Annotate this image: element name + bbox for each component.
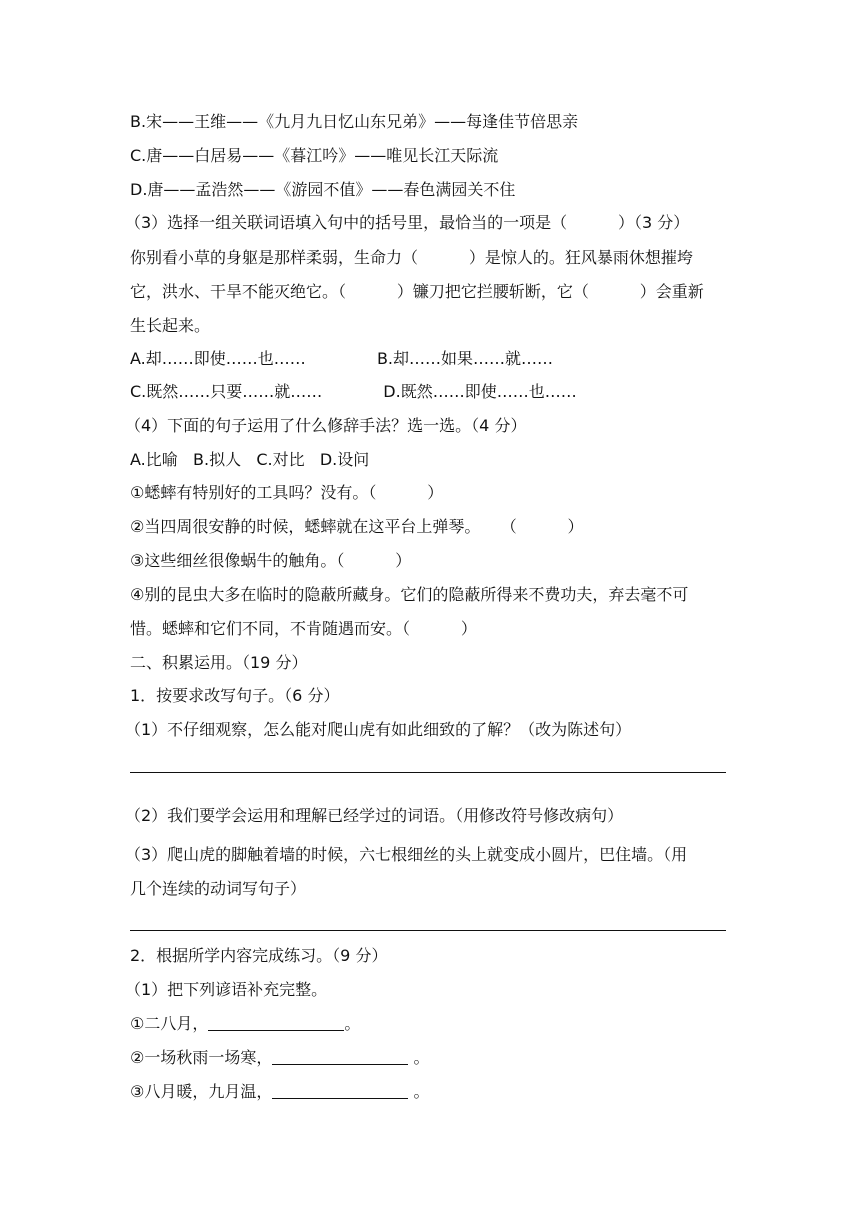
proverb-1-text: ①二八月， [130,1014,209,1033]
task-1-item-1: （1）不仔细观察，怎么能对爬山虎有如此细致的了解？（改为陈述句） [125,720,632,739]
section-2-heading: 二、积累运用。（19 分） [130,653,308,672]
task-1-heading: 1．按要求改写句子。（6 分） [130,686,340,705]
proverb-1 [130,1014,360,1034]
task-2-item-1: （1）把下列谚语补充完整。 [125,980,328,999]
question-4-item-3: ③这些细丝很像蜗牛的触角。（ ） [130,551,412,570]
question-3-text-line-3: 生长起来。 [130,316,211,335]
question-4-item-4-line-1: ④别的昆虫大多在临时的隐蔽所藏身。它们的隐蔽所得来不费功夫，弃去毫不可 [130,585,689,604]
proverb-2-blank[interactable] [272,1048,408,1065]
question-4-item-4-line-2: 惜。蟋蟀和它们不同，不肯随遇而安。（ ） [130,619,477,638]
answer-line-1[interactable] [130,772,726,773]
question-4-options: A.比喻 B.拟人 C.对比 D.设问 [130,450,370,469]
question-3-text-line-2: 它，洪水、干旱不能灭绝它。（ ）镰刀把它拦腰斩断，它（ ）会重新 [130,282,704,301]
proverb-2-end: 。 [408,1048,430,1067]
proverb-3-text: ③八月暖，九月温， [130,1082,273,1101]
question-3-title: （3）选择一组关联词语填入句中的括号里，最恰当的一项是（ ）（3 分） [125,213,690,232]
task-2-heading: 2．根据所学内容完成练习。（9 分） [130,946,388,965]
proverb-3-blank[interactable] [272,1082,408,1099]
answer-line-2[interactable] [130,930,726,931]
proverb-1-end: 。 [344,1014,361,1033]
question-3-options-cd: C.既然……只要……就…… D.既然……即使……也…… [130,382,577,401]
question-3-options-ab: A.却……即使……也…… B.却……如果……就…… [130,349,554,368]
task-1-item-3-line-2: 几个连续的动词写句子） [130,879,307,898]
option-c-poem: C.唐——白居易——《暮江吟》——唯见长江天际流 [130,146,499,165]
proverb-2 [130,1048,429,1068]
proverb-3 [130,1082,429,1102]
task-1-item-2: （2）我们要学会运用和理解已经学过的词语。（用修改符号修改病句） [125,806,624,825]
question-3-text-line-1: 你别看小草的身躯是那样柔弱，生命力（ ）是惊人的。狂风暴雨休想摧垮 [130,248,693,267]
task-1-item-3-line-1: （3）爬山虎的脚触着墙的时候，六七根细丝的头上就变成小圆片，巴住墙。（用 [125,845,688,864]
question-4-item-1: ①蟋蟀有特别好的工具吗？没有。（ ） [130,483,444,502]
proverb-3-end: 。 [408,1082,430,1101]
proverb-1-blank[interactable] [208,1014,344,1031]
question-4-title: （4）下面的句子运用了什么修辞手法？选一选。（4 分） [125,416,527,435]
option-b-poem: B.宋——王维——《九月九日忆山东兄弟》——每逢佳节倍思亲 [130,112,579,131]
question-4-item-2: ②当四周很安静的时候，蟋蟀就在这平台上弹琴。 （ ） [130,517,584,536]
option-d-poem: D.唐——孟浩然——《游园不值》——春色满园关不住 [130,180,516,199]
proverb-2-text: ②一场秋雨一场寒， [130,1048,273,1067]
